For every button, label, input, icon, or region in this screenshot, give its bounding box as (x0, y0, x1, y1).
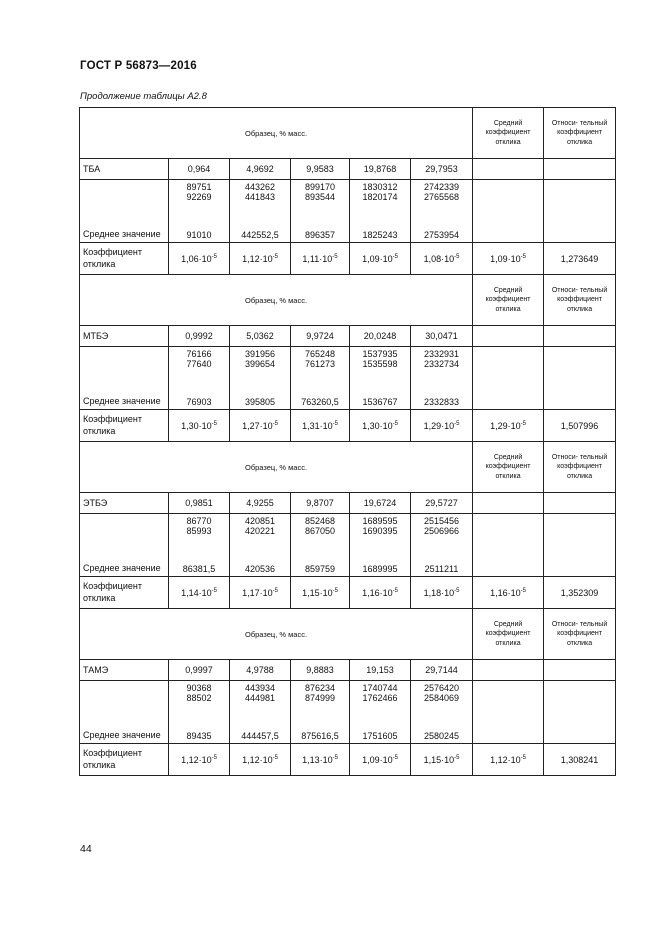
area-values-stack (294, 682, 346, 742)
mean-value: 2511211 (424, 564, 459, 575)
average-label: Среднее значение (80, 681, 169, 744)
mean-value: 859759 (304, 564, 336, 575)
area-values-stack (172, 348, 226, 408)
area-values-stack (414, 181, 469, 241)
coef-mantissa: 1,27·10 (242, 420, 273, 431)
concentration-cell: 9,8883 (291, 660, 350, 681)
coef-exponent: -5 (454, 420, 460, 427)
coefficient-row (80, 410, 616, 442)
coefficient-label: Коэффициент отклика (80, 410, 169, 442)
concentration-cell: 0,9997 (169, 660, 230, 681)
coef-exponent: -5 (332, 420, 338, 427)
run-value: 2584069 (424, 692, 460, 703)
coef-mantissa: 1,12·10 (181, 754, 212, 765)
run-value: 443262 (244, 182, 276, 192)
run-value: 874999 (304, 692, 336, 703)
substance-name: ТАМЭ (80, 660, 169, 681)
coef-mantissa: 1,18·10 (423, 587, 455, 598)
area-values-stack (172, 181, 226, 241)
mean-value: 1536767 (362, 397, 398, 408)
concentration-cell: 29,5727 (411, 493, 473, 514)
coef-exponent: -5 (211, 420, 217, 427)
coef-mantissa: 1,09·10 (490, 253, 521, 264)
area-values-cell (291, 180, 350, 243)
area-values-stack (172, 515, 226, 575)
run-value: 2515456 (424, 516, 460, 526)
empty-cell (473, 514, 544, 577)
coef-mantissa: 1,29·10 (490, 420, 521, 431)
empty-cell (544, 180, 616, 243)
run-value: 761273 (304, 358, 336, 369)
mean-value: 763260,5 (301, 397, 339, 408)
run-value: 1820174 (362, 191, 398, 202)
coef-exponent: -5 (454, 253, 460, 260)
coefficient-cell (230, 577, 291, 609)
rel-coef-header: Относи- тельный коэффициент отклика (544, 108, 616, 159)
concentration-cell: 0,9992 (169, 326, 230, 347)
coef-exponent: -5 (211, 253, 217, 260)
run-value: 2506966 (424, 525, 460, 536)
concentration-cell: 5,0362 (230, 326, 291, 347)
run-value: 876234 (304, 683, 336, 693)
substance-name: МТБЭ (80, 326, 169, 347)
run-value: 1690395 (362, 525, 398, 536)
run-value: 1537935 (362, 349, 398, 359)
empty-cell (473, 660, 544, 681)
coefficient-cell (230, 410, 291, 442)
run-value: 2332931 (424, 349, 460, 359)
coef-exponent: -5 (454, 587, 460, 594)
area-values-cell (169, 514, 230, 577)
coefficient-cell (169, 243, 230, 275)
run-value: 1740744 (362, 683, 398, 693)
concentration-cell: 20,0248 (350, 326, 411, 347)
coef-mantissa: 1,06·10 (181, 253, 212, 264)
substance-name: ТБА (80, 159, 169, 180)
avg-coefficient-cell (473, 577, 544, 609)
area-values-stack (172, 682, 226, 742)
coefficient-row (80, 744, 616, 776)
area-values-row (80, 180, 616, 243)
empty-cell (473, 159, 544, 180)
table-body (80, 108, 616, 776)
run-value: 89751 (186, 182, 212, 192)
run-value: 85993 (186, 525, 212, 536)
empty-cell (544, 326, 616, 347)
coefficient-row (80, 577, 616, 609)
coef-mantissa: 1,11·10 (302, 253, 333, 264)
sample-header: Образец, % масс. (80, 442, 473, 493)
run-value: 2576420 (424, 683, 460, 693)
coef-mantissa: 1,12·10 (490, 754, 521, 765)
coef-mantissa: 1,12·10 (242, 253, 273, 264)
avg-coef-header: Средний коэффициент отклика (473, 275, 544, 326)
run-value: 77640 (186, 358, 212, 369)
run-value: 86770 (186, 516, 212, 526)
run-value: 420221 (244, 525, 276, 536)
coef-exponent: -5 (520, 587, 526, 594)
area-values-stack (353, 348, 407, 408)
area-values-cell (350, 681, 411, 744)
avg-coef-header: Средний коэффициент отклика (473, 108, 544, 159)
mean-value: 1825243 (362, 230, 398, 241)
area-values-cell (291, 347, 350, 410)
concentration-cell: 4,9692 (230, 159, 291, 180)
run-value: 420851 (244, 516, 276, 526)
document-header: ГОСТ Р 56873—2016 (80, 60, 197, 72)
rel-coef-header: Относи- тельный коэффициент отклика (544, 442, 616, 493)
coef-mantissa: 1,17·10 (242, 587, 273, 598)
mean-value: 896357 (304, 230, 336, 241)
area-values-cell (230, 514, 291, 577)
coef-exponent: -5 (272, 587, 278, 594)
area-values-row (80, 681, 616, 744)
run-value: 88502 (186, 692, 212, 703)
area-values-row (80, 514, 616, 577)
coefficient-cell (350, 410, 411, 442)
run-value: 1689595 (362, 516, 398, 526)
coef-exponent: -5 (520, 420, 526, 427)
avg-coefficient-cell (473, 744, 544, 776)
coefficient-cell (169, 577, 230, 609)
area-values-cell (291, 681, 350, 744)
relative-coefficient-cell: 1,352309 (544, 577, 616, 609)
coef-mantissa: 1,08·10 (423, 253, 455, 264)
avg-coefficient-cell (473, 410, 544, 442)
coefficient-cell (411, 410, 473, 442)
coefficient-cell (291, 410, 350, 442)
mean-value: 2753954 (424, 230, 460, 241)
coef-exponent: -5 (332, 754, 338, 761)
response-coefficient-table (79, 107, 616, 776)
coef-mantissa: 1,12·10 (242, 754, 273, 765)
run-value: 444981 (244, 692, 276, 703)
run-value: 441843 (244, 191, 276, 202)
concentration-cell: 19,153 (350, 660, 411, 681)
concentration-cell: 9,9724 (291, 326, 350, 347)
run-value: 1535598 (362, 358, 398, 369)
area-values-stack (294, 348, 346, 408)
avg-coefficient-cell (473, 243, 544, 275)
coefficient-cell (169, 410, 230, 442)
substance-row (80, 159, 616, 180)
area-values-stack (353, 515, 407, 575)
run-value: 90368 (186, 683, 212, 693)
area-values-cell (411, 180, 473, 243)
area-values-stack (233, 515, 287, 575)
coef-exponent: -5 (211, 754, 217, 761)
substance-name: ЭТБЭ (80, 493, 169, 514)
sample-header: Образец, % масс. (80, 108, 473, 159)
concentration-cell: 0,964 (169, 159, 230, 180)
area-values-stack (353, 682, 407, 742)
coef-exponent: -5 (392, 420, 398, 427)
empty-cell (473, 326, 544, 347)
sample-header: Образец, % масс. (80, 609, 473, 660)
coefficient-cell (350, 577, 411, 609)
rel-coef-header: Относи- тельный коэффициент отклика (544, 609, 616, 660)
coef-exponent: -5 (332, 587, 338, 594)
run-value: 2742339 (424, 182, 460, 192)
average-label: Среднее значение (80, 347, 169, 410)
area-values-stack (414, 515, 469, 575)
coef-exponent: -5 (520, 253, 526, 260)
mean-value: 442552,5 (241, 230, 279, 241)
average-label: Среднее значение (80, 180, 169, 243)
empty-cell (544, 493, 616, 514)
empty-cell (473, 493, 544, 514)
relative-coefficient-cell: 1,507996 (544, 410, 616, 442)
coefficient-label: Коэффициент отклика (80, 577, 169, 609)
coef-mantissa: 1,14·10 (181, 587, 212, 598)
mean-value: 420536 (244, 564, 276, 575)
mean-value: 875616,5 (301, 731, 339, 742)
run-value: 899170 (304, 182, 336, 192)
concentration-cell: 0,9851 (169, 493, 230, 514)
coef-mantissa: 1,15·10 (302, 587, 333, 598)
run-value: 1762466 (362, 692, 398, 703)
run-value: 92269 (186, 191, 212, 202)
run-value: 852468 (304, 516, 336, 526)
coef-exponent: -5 (392, 587, 398, 594)
coef-mantissa: 1,09·10 (362, 253, 393, 264)
mean-value: 395805 (244, 397, 276, 408)
mean-value: 2580245 (424, 731, 460, 742)
coef-mantissa: 1,30·10 (362, 420, 393, 431)
coefficient-cell (411, 577, 473, 609)
area-values-stack (294, 515, 346, 575)
area-values-cell (411, 681, 473, 744)
mean-value: 444457,5 (241, 731, 279, 742)
coefficient-cell (411, 744, 473, 776)
avg-coef-header: Средний коэффициент отклика (473, 442, 544, 493)
concentration-cell: 29,7953 (411, 159, 473, 180)
concentration-cell: 9,9583 (291, 159, 350, 180)
coef-mantissa: 1,16·10 (490, 587, 521, 598)
mean-value: 89435 (186, 731, 212, 742)
mean-value: 2332833 (424, 397, 460, 408)
coefficient-cell (169, 744, 230, 776)
concentration-cell: 19,8768 (350, 159, 411, 180)
area-values-cell (169, 347, 230, 410)
empty-cell (544, 159, 616, 180)
coefficient-cell (291, 744, 350, 776)
area-values-stack (353, 181, 407, 241)
run-value: 893544 (304, 191, 336, 202)
area-values-cell (350, 347, 411, 410)
run-value: 2765568 (424, 191, 460, 202)
area-values-stack (233, 682, 287, 742)
coef-exponent: -5 (272, 420, 278, 427)
relative-coefficient-cell: 1,273649 (544, 243, 616, 275)
area-values-cell (230, 180, 291, 243)
area-values-cell (230, 681, 291, 744)
concentration-cell: 9,8707 (291, 493, 350, 514)
concentration-cell: 4,9255 (230, 493, 291, 514)
coefficient-cell (291, 243, 350, 275)
coefficient-cell (291, 577, 350, 609)
coefficient-cell (350, 744, 411, 776)
empty-cell (473, 681, 544, 744)
coefficient-label: Коэффициент отклика (80, 744, 169, 776)
average-label: Среднее значение (80, 514, 169, 577)
coef-mantissa: 1,13·10 (302, 754, 333, 765)
run-value: 2332734 (424, 358, 460, 369)
rel-coef-header: Относи- тельный коэффициент отклика (544, 275, 616, 326)
empty-cell (544, 347, 616, 410)
concentration-cell: 29,7144 (411, 660, 473, 681)
run-value: 867050 (304, 525, 336, 536)
coefficient-cell (230, 243, 291, 275)
run-value: 391956 (244, 349, 276, 359)
coef-exponent: -5 (392, 754, 398, 761)
area-values-cell (230, 347, 291, 410)
area-values-cell (350, 180, 411, 243)
empty-cell (473, 180, 544, 243)
relative-coefficient-cell: 1,308241 (544, 744, 616, 776)
coef-exponent: -5 (272, 253, 278, 260)
run-value: 76166 (186, 349, 212, 359)
area-values-row (80, 347, 616, 410)
empty-cell (544, 660, 616, 681)
header-row (80, 275, 616, 326)
coefficient-row (80, 243, 616, 275)
run-value: 1830312 (362, 182, 398, 192)
table-caption: Продолжение таблицы А2.8 (80, 91, 207, 102)
area-values-cell (169, 180, 230, 243)
mean-value: 76903 (186, 397, 212, 408)
coefficient-cell (350, 243, 411, 275)
concentration-cell: 30,0471 (411, 326, 473, 347)
coef-exponent: -5 (332, 253, 338, 260)
header-row (80, 108, 616, 159)
coef-mantissa: 1,30·10 (181, 420, 212, 431)
avg-coef-header: Средний коэффициент отклика (473, 609, 544, 660)
area-values-cell (291, 514, 350, 577)
substance-row (80, 493, 616, 514)
run-value: 765248 (304, 349, 336, 359)
coef-mantissa: 1,31·10 (302, 420, 333, 431)
concentration-cell: 19,6724 (350, 493, 411, 514)
mean-value: 1689995 (362, 564, 398, 575)
concentration-cell: 4,9788 (230, 660, 291, 681)
coefficient-cell (230, 744, 291, 776)
coef-mantissa: 1,16·10 (362, 587, 393, 598)
area-values-stack (294, 181, 346, 241)
substance-row (80, 660, 616, 681)
run-value: 443934 (244, 683, 276, 693)
coef-exponent: -5 (454, 754, 460, 761)
sample-header: Образец, % масс. (80, 275, 473, 326)
empty-cell (544, 681, 616, 744)
area-values-cell (411, 514, 473, 577)
area-values-stack (414, 348, 469, 408)
area-values-stack (414, 682, 469, 742)
coef-exponent: -5 (272, 754, 278, 761)
mean-value: 1751605 (362, 731, 398, 742)
mean-value: 86381,5 (182, 564, 216, 575)
page-number: 44 (80, 843, 92, 855)
area-values-stack (233, 181, 287, 241)
coefficient-label: Коэффициент отклика (80, 243, 169, 275)
empty-cell (473, 347, 544, 410)
header-row (80, 609, 616, 660)
area-values-stack (233, 348, 287, 408)
coef-exponent: -5 (520, 754, 526, 761)
coef-exponent: -5 (392, 253, 398, 260)
area-values-cell (350, 514, 411, 577)
coef-mantissa: 1,29·10 (423, 420, 455, 431)
run-value: 399654 (244, 358, 276, 369)
coefficient-cell (411, 243, 473, 275)
area-values-cell (411, 347, 473, 410)
empty-cell (544, 514, 616, 577)
coef-exponent: -5 (211, 587, 217, 594)
header-row (80, 442, 616, 493)
coef-mantissa: 1,09·10 (362, 754, 393, 765)
coef-mantissa: 1,15·10 (423, 754, 455, 765)
mean-value: 91010 (186, 230, 212, 241)
area-values-cell (169, 681, 230, 744)
substance-row (80, 326, 616, 347)
